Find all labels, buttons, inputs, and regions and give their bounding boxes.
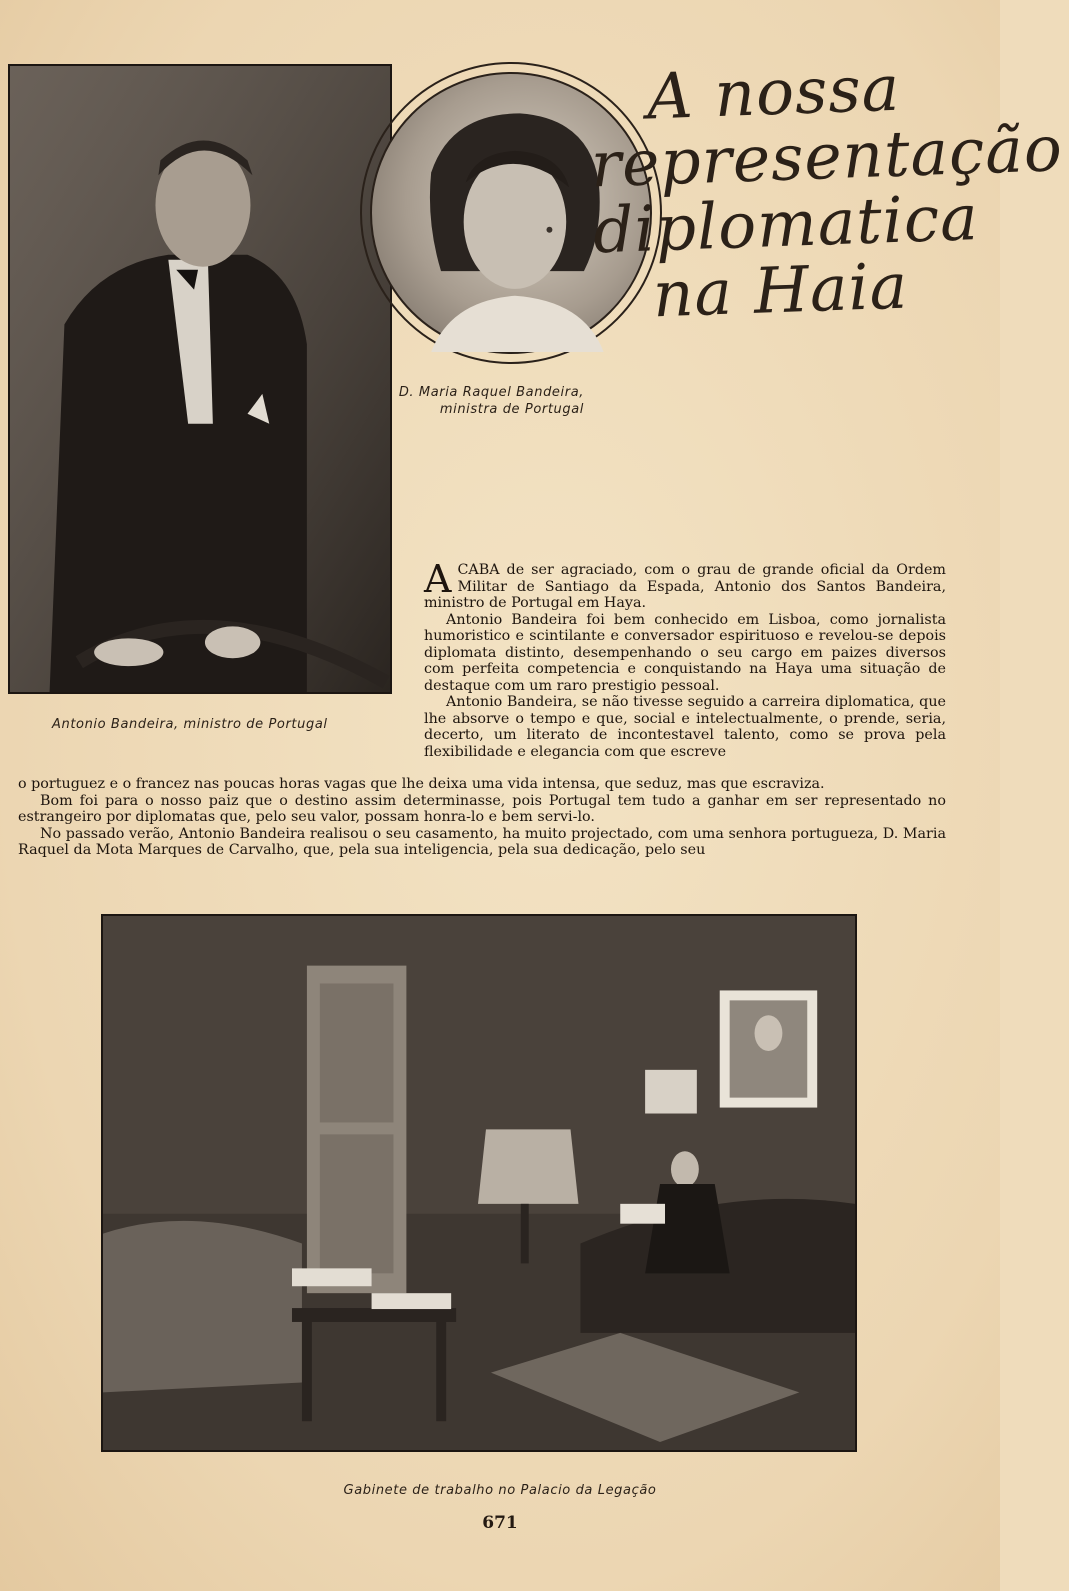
article-paragraph-3-start: Antonio Bandeira, se não tivesse seguido a carreira diplomatica, que lhe absorve o tempo e que, social e intelectualmente, o prende, seria, decerto, um literato de incontestavel talento, como se prova pela flexibilidade e elegancia com que escreve <box>424 694 946 760</box>
page-number: 671 <box>482 1513 518 1533</box>
photo-office-legation <box>101 914 857 1452</box>
article-paragraph-3-end: o portuguez e o francez nas poucas horas vagas que lhe deixa uma vida intensa, que seduz, mas que escraviza. <box>18 776 825 792</box>
caption-office: Gabinete de trabalho no Palacio da Legação <box>343 1483 657 1498</box>
article-paragraph-5: No passado verão, Antonio Bandeira realisou o seu casamento, ha muito projectado, com uma senhora portugueza, D. Maria Raquel da Mota Marques de Carvalho, que, pela sua inteligencia, pela sua dedicação, pelo seu <box>18 825 946 858</box>
article-paragraph-1-text: CABA de ser agraciado, com o grau de grande oficial da Ordem Militar de Santiago da Espada, Antonio dos Santos Bandeira, ministro de Portugal em Haya. <box>424 562 946 611</box>
article-full-width <box>18 776 946 859</box>
caption-maria-raquel: D. Maria Raquel Bandeira, ministra de Portugal <box>398 385 584 417</box>
article-paragraph-2: Antonio Bandeira foi bem conhecido em Lisboa, como jornalista humoristico e scintilante e conversador espirituoso e revelou-se depois diplomata distinto, desempenhando o seu cargo em paizes diversos com perfeita competencia e conquistando na Haya uma situação de destaque com um raro prestigio pessoal. <box>424 611 946 694</box>
article-column-right <box>424 557 946 760</box>
headline: A nossa representação diplomatica na Haia <box>589 51 1064 332</box>
drop-cap: A <box>424 557 452 601</box>
photo-antonio-bandeira <box>8 64 392 694</box>
article-paragraph-4: Bom foi para o nosso paiz que o destino assim determinasse, pois Portugal tem tudo a ganhar em ser representado no estrangeiro por diplomatas que, pelo seu valor, possam honra-lo e bem servi-lo. <box>18 792 946 825</box>
caption-antonio-bandeira: Antonio Bandeira, ministro de Portugal <box>52 717 328 732</box>
article-paragraph-1 <box>424 557 946 612</box>
